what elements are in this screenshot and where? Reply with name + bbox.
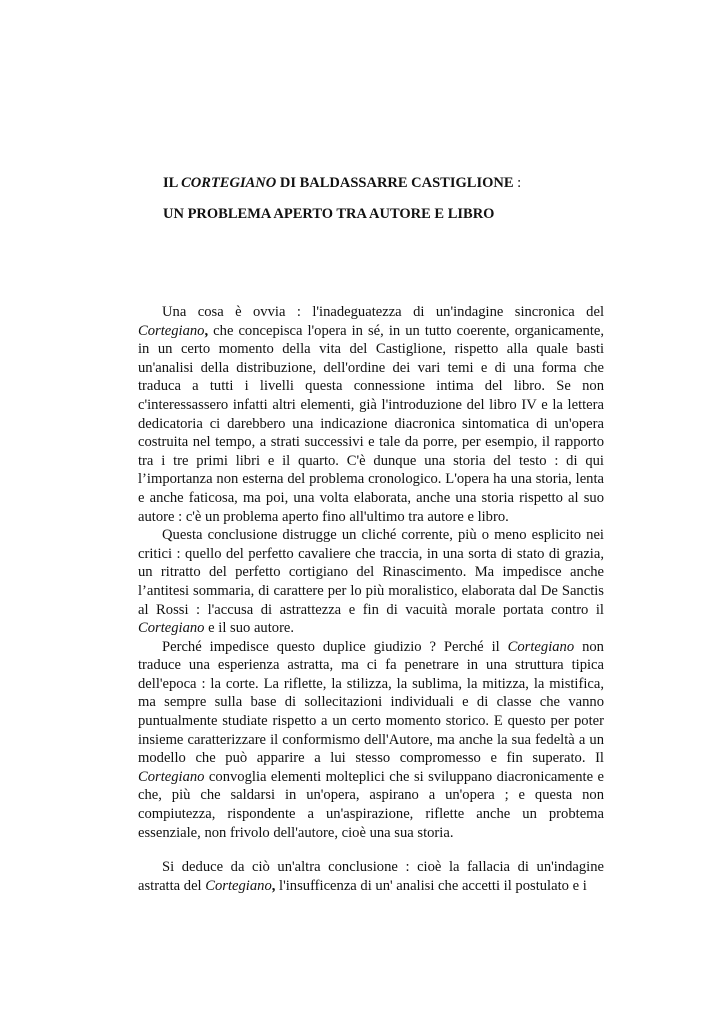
paragraph-text: Questa conclusione distrugge un cliché corrente, più o meno esplicito nei critici : quello del perfetto cavaliere che traccia, in una sorta di stato di grazia, un ritratto del perfetto cortigiano del Rinascimento. Ma impedisce anche l’antitesi sommaria, di carattere per lo più moralistico, elaborata dal De Sanctis al Rossi : l'accusa di astrattezza e fin di vacuità morale portata contro il: [138, 527, 604, 618]
body-paragraph: [138, 303, 604, 526]
body-text: [138, 303, 604, 895]
title-author: DI BALDASSARRE CASTIGLIONE: [276, 175, 514, 191]
italic-title-ref: Cortegiano: [138, 620, 205, 637]
document-title: [163, 174, 643, 192]
paragraph-text: che concepisca l'opera in sé, in un tutto coerente, organicamente, in un certo momento della vita del Castiglione, rispetto alla quale basti un'analisi della distribuzione, dell'ordine dei vari temi e di una forma che traduca a tutti i livelli questa connessione intima del libro. Se non c'interessassero infatti altri elementi, già l'introduzione del libro IV e la lettera dedicatoria ci darebbero una indicazione diacronica sintomatica di un'opera costruita nel tempo, a strati successivi e tale da porre, per esempio, il rapporto tra i tre primi libri e il quarto. C'è dunque una storia del testo : di qui l’importanza non esterna del problema cronologico. L'opera ha una storia, lenta e anche faticosa, ma poi, una volta elaborata, anche una storia rispetto al suo autore : c'è un problema aperto fino all'ultimo tra autore e libro.: [138, 322, 604, 525]
paragraph-text: ,: [204, 322, 209, 339]
paragraph-text: e il suo autore.: [204, 620, 295, 637]
title-prefix: IL: [163, 175, 182, 191]
italic-title-ref: Cortegiano: [138, 768, 205, 785]
body-paragraph: [138, 858, 604, 895]
title-work-name: CORTEGIANO: [181, 175, 277, 191]
body-paragraph: [138, 526, 604, 638]
paragraph-text: l'insufficenza di un' analisi che accetti il postulato e i: [275, 877, 587, 894]
italic-title-ref: Cortegiano: [138, 322, 205, 339]
document-subtitle: UN PROBLEMA APERTO TRA AUTORE E LIBRO: [163, 206, 495, 222]
paragraph-text: Si deduce da ciò un'altra conclusione : cioè la fallacia di un'indagine astratta del: [138, 859, 604, 894]
title-colon: :: [513, 175, 522, 191]
paragraph-text: convoglia elementi molteplici che si sviluppano diacronicamente e che, più che saldarsi in un'opera, aspirano a un'opera ; e questa non compiutezza, rispondente a un'aspirazione, riflette anche un probtema essenziale, non frivolo dell'autore, cioè una sua storia.: [138, 768, 604, 841]
paragraph-text: non traduce una esperienza astratta, ma ci fa penetrare in una struttura tipica dell'epoca : la corte. La riflette, la stilizza, la sublima, la mitizza, la mistifica, ma sempre sulla base di sollecitazioni individuali e di classe che vanno puntualmente studiate rispetto a un certo momento storico. E questo per poter insieme caratterizzare il conformismo dell'Autore, ma anche la sua fedeltà a un modello che può apparire a lui stesso compromesso e fin superato. Il: [138, 638, 604, 767]
paragraph-text: ,: [271, 877, 276, 894]
italic-title-ref: Cortegiano: [507, 638, 575, 655]
paragraph-text: Perché impedisce questo duplice giudizio ? Perché il: [162, 638, 508, 655]
body-paragraph: [138, 638, 604, 843]
italic-title-ref: Cortegiano: [205, 877, 272, 894]
paragraph-text: Una cosa è ovvia : l'inadeguatezza di un'indagine sincronica del: [162, 304, 604, 320]
